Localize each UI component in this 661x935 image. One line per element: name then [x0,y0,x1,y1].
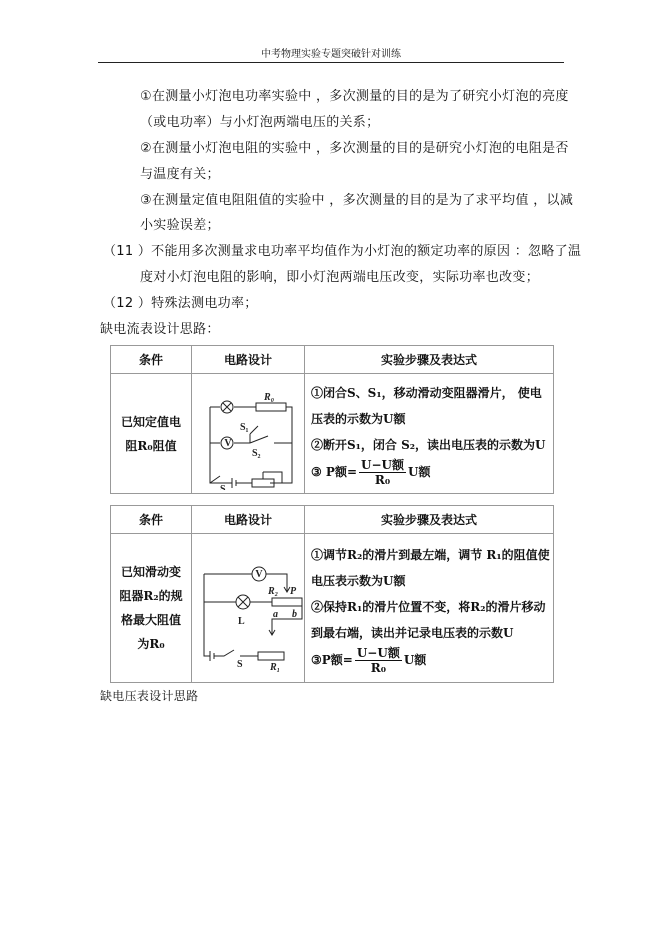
paragraph-line: 度对小灯泡电阻的影响，即小灯泡两端电压改变，实际功率也改变； [140,270,540,285]
rheostat-r2 [272,598,302,606]
circuit-diagram-1 [192,374,305,494]
section-heading: 缺电流表设计思路： [100,322,220,337]
condition-cell [111,374,192,494]
label-l: L [238,616,245,627]
col-header-steps: 实验步骤及表达式 [305,346,554,374]
formula-numerator: U−U额 [361,458,405,472]
label-r0: R₀ [264,392,275,403]
label-s: S [220,484,226,490]
label-s1: S₁ [240,422,249,433]
step-line: ①闭合S、S₁，移动滑动变阻器滑片， 使电 [311,386,542,400]
col-header-circuit: 电路设计 [192,506,305,534]
condition-line: 已知定值电 [120,414,181,429]
condition-cell [111,534,192,683]
condition-line: 已知滑动变 [120,565,181,579]
condition-line: 阻R₀阻值 [125,438,177,453]
step-line: ②保持R₁的滑片位置不变，将R₂的滑片移动 [311,599,546,614]
formula [311,646,553,675]
step-line: 到最右端，读出并记录电压表的示数U [311,625,514,640]
formula-numerator: U−U额 [356,645,400,660]
formula [311,458,553,487]
col-header-condition: 条件 [111,346,192,374]
paragraph-line: （或电功率）与小灯泡两端电压的关系； [140,115,380,130]
condition-line: 格最大阻值 [120,613,181,627]
col-header-circuit: 电路设计 [192,346,305,374]
table-no-ammeter-rheostat [110,505,554,683]
label-v: V [255,569,263,580]
col-header-steps: 实验步骤及表达式 [305,506,554,534]
resistor-r0 [256,403,286,411]
paragraph-line: 小实验误差； [140,218,220,233]
paragraph-line: （12 ）特殊法测电功率； [103,296,258,311]
steps-cell [305,534,554,683]
circuit-diagram-svg [192,534,304,679]
paragraph-line: ①在测量小灯泡电功率实验中 ，多次测量的目的是为了研究小灯泡的亮度 [140,89,569,104]
page-header: 中考物理实验专题突破针对训练 [261,49,401,60]
col-header-condition: 条件 [111,506,192,534]
label-b: b [292,609,297,620]
step-line: ②断开S₁，闭合 S₂，读出电压表的示数为U [311,438,546,452]
formula-denominator: R₀ [370,660,386,675]
formula-denominator: R₀ [374,473,391,487]
table-no-ammeter [110,345,554,494]
formula-prefix: ③P额= [311,652,353,667]
label-r2: R₂ [268,586,279,597]
formula-suffix: U额 [408,465,431,479]
paragraph-line: （11 ）不能用多次测量求电功率平均值作为小灯泡的额定功率的原因 ：忽略了温 [103,244,582,259]
label-s2: S₂ [252,448,261,459]
header-divider [98,62,564,63]
step-line: 电压表示数为U额 [311,573,406,588]
formula-suffix: U额 [403,652,427,667]
label-v: V [224,438,232,449]
label-r1: R₁ [270,662,281,673]
condition-line: 阻器R₂的规 [119,589,183,603]
circuit-diagram-2 [192,534,305,683]
label-s: S [237,659,243,670]
circuit-diagram-svg [192,374,304,490]
step-line: 压表的示数为U额 [311,412,406,426]
condition-line: 为R₀ [137,637,165,651]
steps-cell [305,374,554,494]
formula-prefix: ③ P额= [311,465,358,479]
section-heading: 缺电压表设计思路 [100,689,199,703]
paragraph-line: 与温度有关； [140,167,220,182]
paragraph-line: ②在测量小灯泡电阻的实验中 ，多次测量的目的是研究小灯泡的电阻是否 [140,141,569,156]
paragraph-line: ③在测量定值电阻阻值的实验中 ，多次测量的目的是为了求平均值 ，以减 [140,193,574,208]
label-a: a [273,609,278,620]
step-line: ①调节R₂的滑片到最左端，调节 R₁的阻值使 [311,547,550,562]
label-p: P [290,586,297,597]
